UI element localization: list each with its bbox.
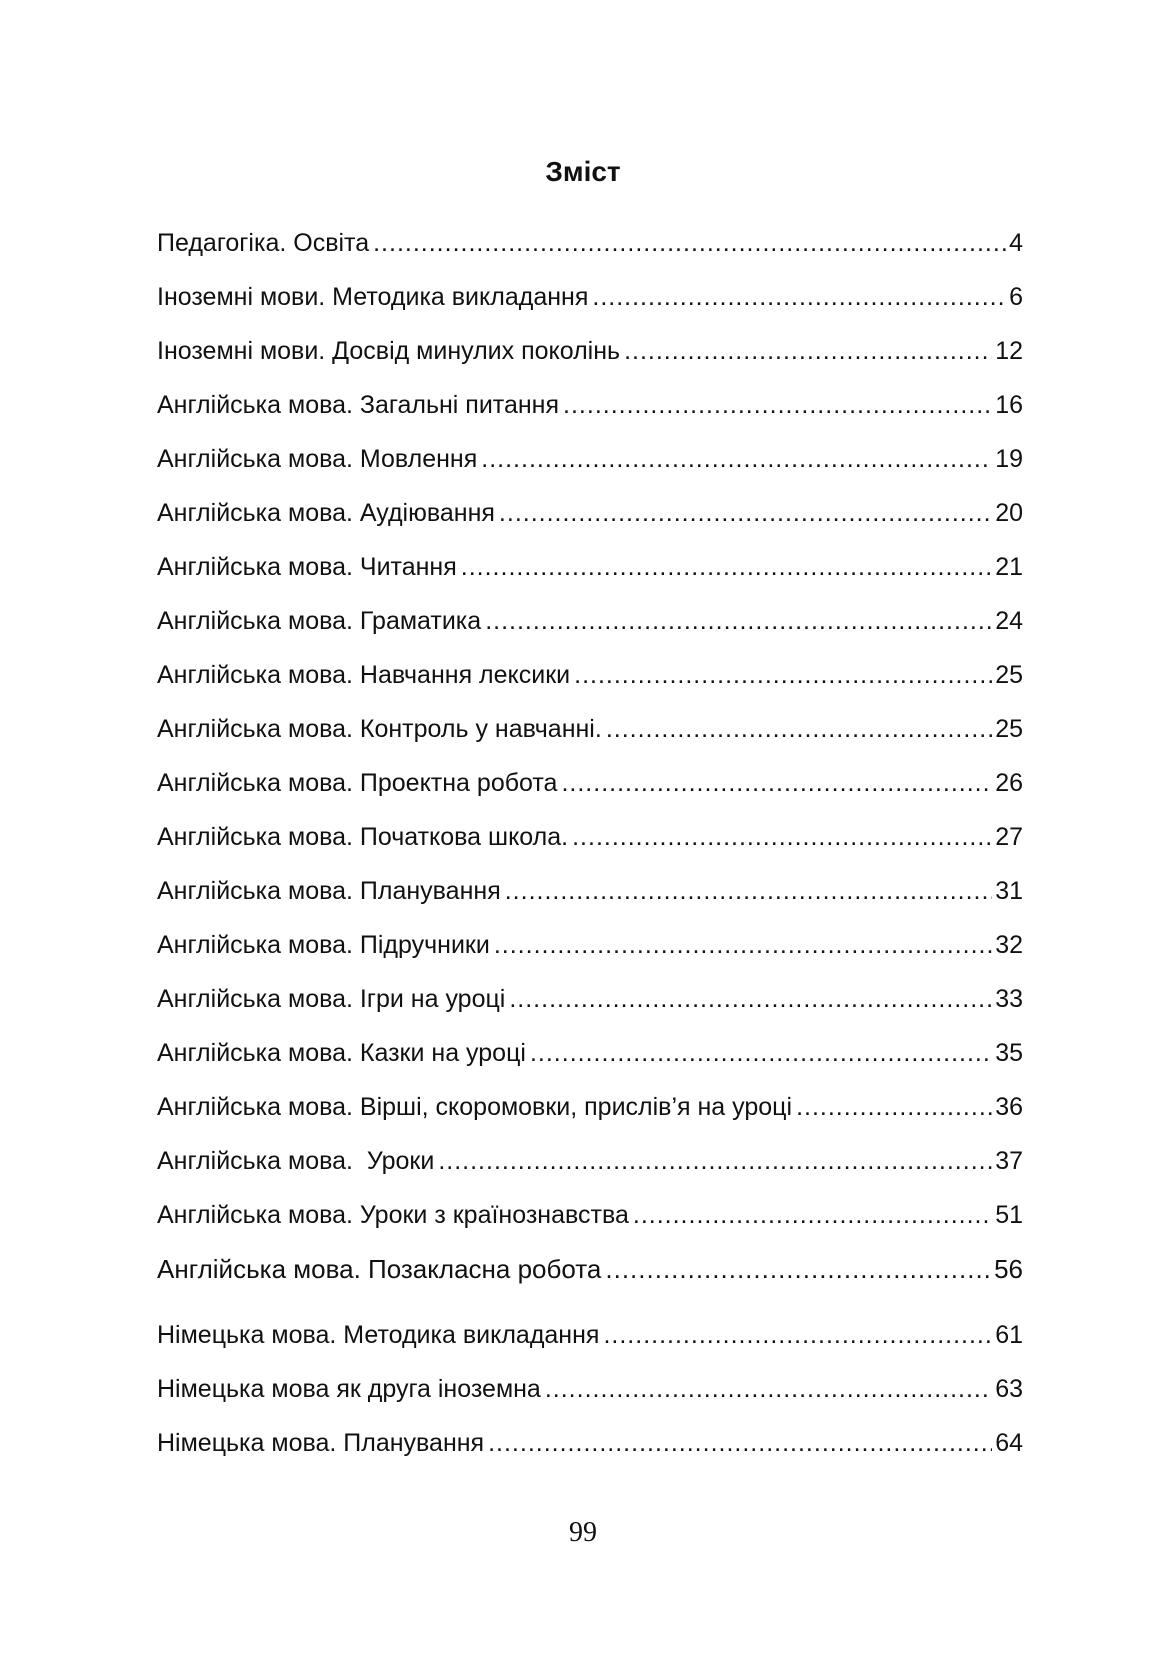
toc-entry-label: Іноземні мови. Досвід минулих поколінь [157,337,621,365]
toc-leader-dots [461,549,992,585]
toc-entry[interactable] [157,657,1023,693]
toc-entry[interactable] [157,1251,1023,1287]
toc-entry-label: Англійська мова. Загальні питання [157,391,560,419]
toc-entry-page: 25 [995,661,1023,689]
toc-entry-label: Англійська мова. Планування [157,877,501,905]
toc-leader-dots [624,333,992,369]
toc-leader-dots [494,927,992,963]
toc-leader-dots [633,1197,992,1233]
toc-entry-label: Англійська мова. Підручники [157,931,490,959]
toc-leader-dots [481,441,992,477]
page-number: 99 [569,1517,597,1548]
toc-entry[interactable] [157,981,1023,1017]
toc-entry[interactable] [157,225,1023,261]
toc-leader-dots [373,225,1006,261]
toc-entry-label: Іноземні мови. Методика викладання [157,283,589,311]
toc-leader-dots [530,1035,992,1071]
toc-entry-label: Англійська мова. Вірші, скоромовки, прислів’я на уроці [157,1093,793,1121]
toc-entry-label: Англійська мова. Контроль у навчанні. [157,715,602,743]
toc-leader-dots [606,711,992,747]
toc-entry[interactable] [157,1425,1023,1461]
toc-entry-page: 27 [995,823,1023,851]
toc-entry-page: 56 [994,1254,1023,1284]
toc-entry[interactable] [157,1089,1023,1125]
toc-entry[interactable] [157,279,1023,315]
toc-entry[interactable] [157,549,1023,585]
toc-entry[interactable] [157,873,1023,909]
toc-leader-dots [485,603,992,639]
toc-entry-page: 35 [995,1039,1023,1067]
toc-entry-label: Англійська мова. Навчання лексики [157,661,571,689]
toc-entry-page: 4 [1009,229,1023,257]
toc-leader-dots [605,1251,991,1287]
toc-entry-page: 37 [995,1147,1023,1175]
page-title: Зміст [545,156,621,187]
toc-entry[interactable] [157,1197,1023,1233]
toc-entry-page: 19 [995,445,1023,473]
toc-leader-dots [574,657,992,693]
toc-entry-page: 33 [995,985,1023,1013]
toc-entry-label: Англійська мова. Проектна робота [157,769,558,797]
toc-entry-label: Англійська мова. Аудіювання [157,499,495,527]
toc-leader-dots [796,1089,992,1125]
toc-leader-dots [545,1371,992,1407]
toc-entry-label: Англійська мова. Мовлення [157,445,478,473]
toc-leader-dots [572,819,992,855]
toc-entry[interactable] [157,819,1023,855]
toc-entry[interactable] [157,1035,1023,1071]
toc-entry-label: Німецька мова. Методика викладання [157,1321,600,1349]
toc-leader-dots [592,279,1006,315]
toc-entry-label: Англійська мова. Казки на уроці [157,1039,526,1067]
toc-entry-label: Англійська мова. Початкова школа. [157,823,569,851]
toc-entry-page: 31 [995,877,1023,905]
toc-entry-page: 21 [995,553,1023,581]
toc-entry-page: 32 [995,931,1023,959]
toc-entry[interactable] [157,441,1023,477]
toc-entry-label: Англійська мова. Читання [157,553,457,581]
toc-entry-page: 63 [995,1375,1023,1403]
toc-leader-dots [505,873,992,909]
toc-entry-page: 24 [995,607,1023,635]
toc-leader-dots [499,495,992,531]
toc-entry[interactable] [157,1143,1023,1179]
toc-entry[interactable] [157,387,1023,423]
toc-entry-label: Німецька мова. Планування [157,1429,485,1457]
toc-entry[interactable] [157,495,1023,531]
toc-leader-dots [509,981,992,1017]
toc-entry[interactable] [157,1371,1023,1407]
toc-entry-page: 25 [995,715,1023,743]
toc-entry[interactable] [157,711,1023,747]
toc-entry[interactable] [157,1317,1023,1353]
toc-entry-page: 6 [1009,283,1023,311]
toc-entry-page: 12 [995,337,1023,365]
toc-entry-page: 16 [995,391,1023,419]
toc-leader-dots [488,1425,992,1461]
toc-entry[interactable] [157,603,1023,639]
toc-entry-label: Німецька мова як друга іноземна [157,1375,541,1403]
toc-entry[interactable] [157,927,1023,963]
toc-entry-label: Педагогіка. Освіта [157,229,370,257]
toc-leader-dots [438,1143,992,1179]
toc-entry-label: Англійська мова. Уроки з країнознавства [157,1201,629,1229]
toc-entry-label: Англійська мова. Ігри на уроці [157,985,506,1013]
toc-leader-dots [561,765,992,801]
toc-entry[interactable] [157,765,1023,801]
toc-entry[interactable] [157,333,1023,369]
toc-entry-label: Англійська мова. Граматика [157,607,482,635]
toc-entry-label: Англійська мова. Позакласна робота [157,1254,602,1284]
toc-leader-dots [603,1317,992,1353]
toc-leader-dots [563,387,992,423]
toc-entry-page: 20 [995,499,1023,527]
toc-entry-label: Англійська мова. Уроки [157,1147,435,1175]
toc-entry-page: 64 [995,1429,1023,1457]
toc-entry-page: 51 [995,1201,1023,1229]
toc-entry-page: 36 [995,1093,1023,1121]
toc-entry-page: 61 [995,1321,1023,1349]
toc-entry-page: 26 [995,769,1023,797]
